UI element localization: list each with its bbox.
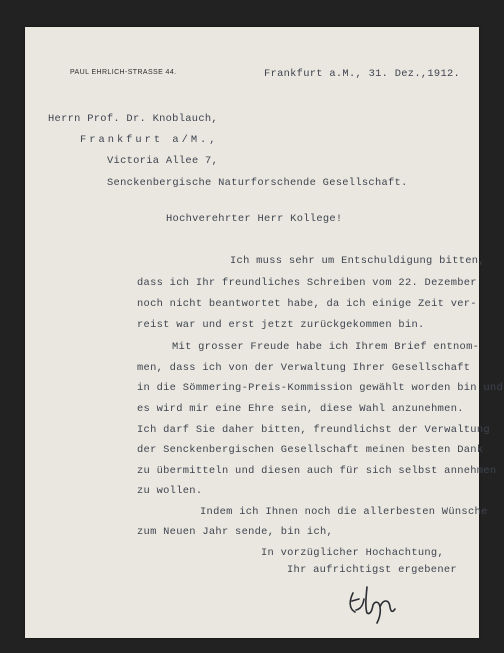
- letterhead-address: PAUL EHRLICH-STRASSE 44.: [70, 69, 177, 76]
- closing-phrase: In vorzüglicher Hochachtung,: [261, 547, 444, 559]
- body-line: Ich muss sehr um Entschuldigung bitten,: [230, 255, 485, 267]
- handwritten-signature: [343, 579, 413, 625]
- closing-signoff: Ihr aufrichtigst ergebener: [287, 564, 457, 576]
- recipient-name: Herrn Prof. Dr. Knoblauch,: [48, 113, 218, 125]
- body-line: zum Neuen Jahr sende, bin ich,: [137, 526, 334, 538]
- date-line: Frankfurt a.M., 31. Dez.,1912.: [264, 68, 461, 80]
- letter-sheet: [25, 27, 503, 638]
- body-line: dass ich Ihr freundliches Schreiben vom 22. Dezember: [137, 277, 477, 289]
- recipient-society: Senckenbergische Naturforschende Gesellschaft.: [107, 177, 408, 189]
- body-line: reist war und erst jetzt zurückgekommen bin.: [137, 319, 425, 331]
- body-line: men, dass ich von der Verwaltung Ihrer Gesellschaft: [137, 362, 471, 374]
- body-line: noch nicht beantwortet habe, da ich einige Zeit ver-: [137, 298, 477, 310]
- recipient-city: Frankfurt a/M.,: [80, 134, 219, 146]
- body-line: in die Sömmering-Preis-Kommission gewählt worden bin und: [137, 382, 503, 394]
- salutation: Hochverehrter Herr Kollege!: [166, 213, 343, 225]
- body-line: Indem ich Ihnen noch die allerbesten Wünsche: [200, 506, 488, 518]
- body-line: Ich darf Sie daher bitten, freundlichst der Verwaltung: [137, 424, 490, 436]
- body-line: der Senckenbergischen Gesellschaft meinen besten Dank: [137, 444, 484, 456]
- body-line: zu wollen.: [137, 485, 203, 497]
- body-line: zu übermitteln und diesen auch für sich selbst annehmen: [137, 465, 497, 477]
- body-line: es wird mir eine Ehre sein, diese Wahl anzunehmen.: [137, 403, 464, 415]
- body-line: Mit grosser Freude habe ich Ihrem Brief entnom-: [172, 341, 480, 353]
- recipient-street: Victoria Allee 7,: [107, 155, 219, 167]
